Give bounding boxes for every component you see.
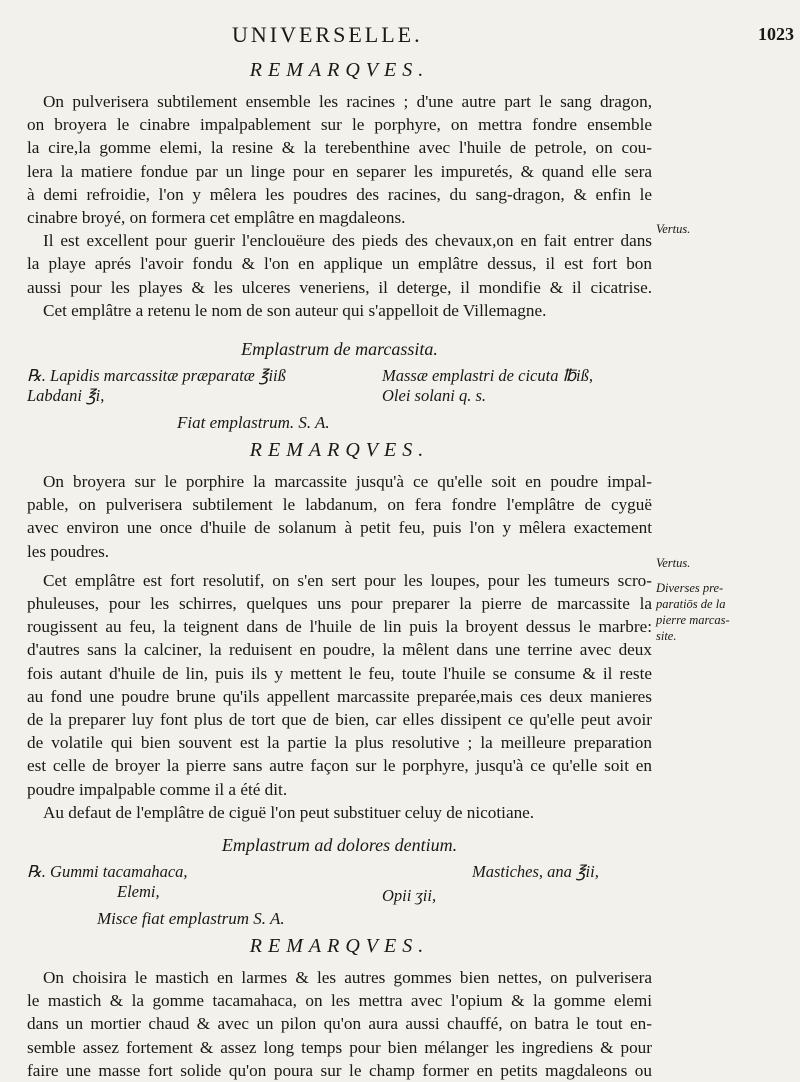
section-heading: REMARQVES. [249, 935, 430, 958]
recipe-title: Emplastrum de marcassita. [241, 339, 438, 360]
recipe-instruction: Fiat emplastrum. S. A. [177, 413, 330, 433]
paragraph: Au defaut de l'emplâtre de ciguë l'on peut substituer celuy de nicotiane. [43, 802, 535, 822]
section-heading: REMARQVES. [249, 439, 430, 462]
recipe-title: Emplastrum ad dolores dentium. [221, 835, 458, 856]
margin-note: Vertus. [656, 222, 691, 236]
ingredient: ℞. Lapidis marcassitæ præparatæ ℥iiß [27, 366, 286, 386]
main-text [27, 56, 652, 1082]
ingredient: Massæ emplastri de cicuta ℔iß, [382, 366, 594, 386]
ingredient: ℞. Gummi tacamahaca, [27, 862, 188, 882]
ingredient: Labdani ℥i, [27, 386, 105, 406]
ingredient: Opii ʒii, [382, 886, 437, 906]
margin-note-list: Diverses pre- paratiōs de la pierre marcas- site. [656, 581, 730, 643]
ingredient-list [27, 364, 652, 410]
paragraph: On pulverisera subtilement ensemble les racines ; d'une autre part le sang dragon, on broyera le cinabre impalpablement sur le porphyre, on mettra fondre ensemble la cire,la gomme elemi, la resine & la terebenthine avec l'huile de petrole, on cou- lera la matiere fondue par un linge pour en separer les impuretés, & quand elle sera à demi refroidie, l'on y mêlera les poudres des racines, du sang-dragon, & enfin le cinabre broyé, on formera cet emplâtre en magdaleons. [27, 92, 652, 228]
ingredient: Elemi, [117, 882, 160, 902]
paragraph: On choisira le mastich en larmes & les autres gommes bien nettes, on pulverisera le mastich & la gomme tacamahaca, on les mettra avec l'opium & la gomme elemi dans un mortier chaud & avec un pilon qu'on aura aussi chauffé, on batra le tout en- semble assez fortement & assez long temps pour bien mélanger les ingrediens & pour faire une masse fort solide qu'on poura sur le champ former en petits magdaleons ou [27, 968, 652, 1080]
section-heading: REMARQVES. [249, 59, 430, 81]
ingredient-list [27, 860, 652, 906]
page-number: 1023 [758, 24, 794, 44]
page-header [0, 22, 800, 52]
recipe-instruction: Misce fiat emplastrum S. A. [97, 909, 285, 929]
paragraph: Il est excellent pour guerir l'enclouëure des pieds des chevaux,on en fait entrer dans la playe aprés l'avoir fondu & l'on en applique un emplâtre dessus, il est fort bon aussi pour les playes & les ulceres veneriens, il deterge, il mondifie & il cicatrise. [27, 231, 652, 297]
paragraph: Cet emplâtre a retenu le nom de son auteur qui s'appelloit de Villemagne. [43, 300, 547, 320]
paragraph: On broyera sur le porphire la marcassite jusqu'à ce qu'elle soit en poudre impal- pable, on pulverisera subtilement le labdanum, on fera fondre l'emplâtre de cyguë avec environ une once d'huile de solanum à petit feu, puis l'on y mêlera exactement les poudres. [27, 472, 652, 561]
paragraph: Cet emplâtre est fort resolutif, on s'en sert pour les loupes, pour les tumeurs scro- phuleuses, pour les schirres, quelques uns pour preparer la pierre de marcassite la rougissent au feu, la teignent dans de l'huile de lin puis la broyent dessus le marbre: d'autres sans la calciner, la reduisent en poudre, la mêlent dans une terrine avec deux fois autant d'huile de lin, puis ils y mettent le feu, toute l'huile se consume & il reste au fond une poudre brune qu'ils appellent marcassite preparée,mais ces deux manieres de la preparer luy font plus de tort que de bien, car elles dissipent ce qu'elle peut avoir de volatile qui bien souvent est la partie la plus resolutive ; la meilleure preparation est celle de broyer la pierre sans autre façon sur le porphyre, jusqu'à ce qu'elle soit en poudre impalpable comme il a été dit. [27, 570, 652, 799]
running-title: UNIVERSELLE. [232, 22, 423, 47]
ingredient: Mastiches, ana ℥ii, [472, 862, 599, 882]
ingredient: Olei solani q. s. [382, 386, 487, 406]
margin-note: Vertus. [656, 556, 691, 570]
